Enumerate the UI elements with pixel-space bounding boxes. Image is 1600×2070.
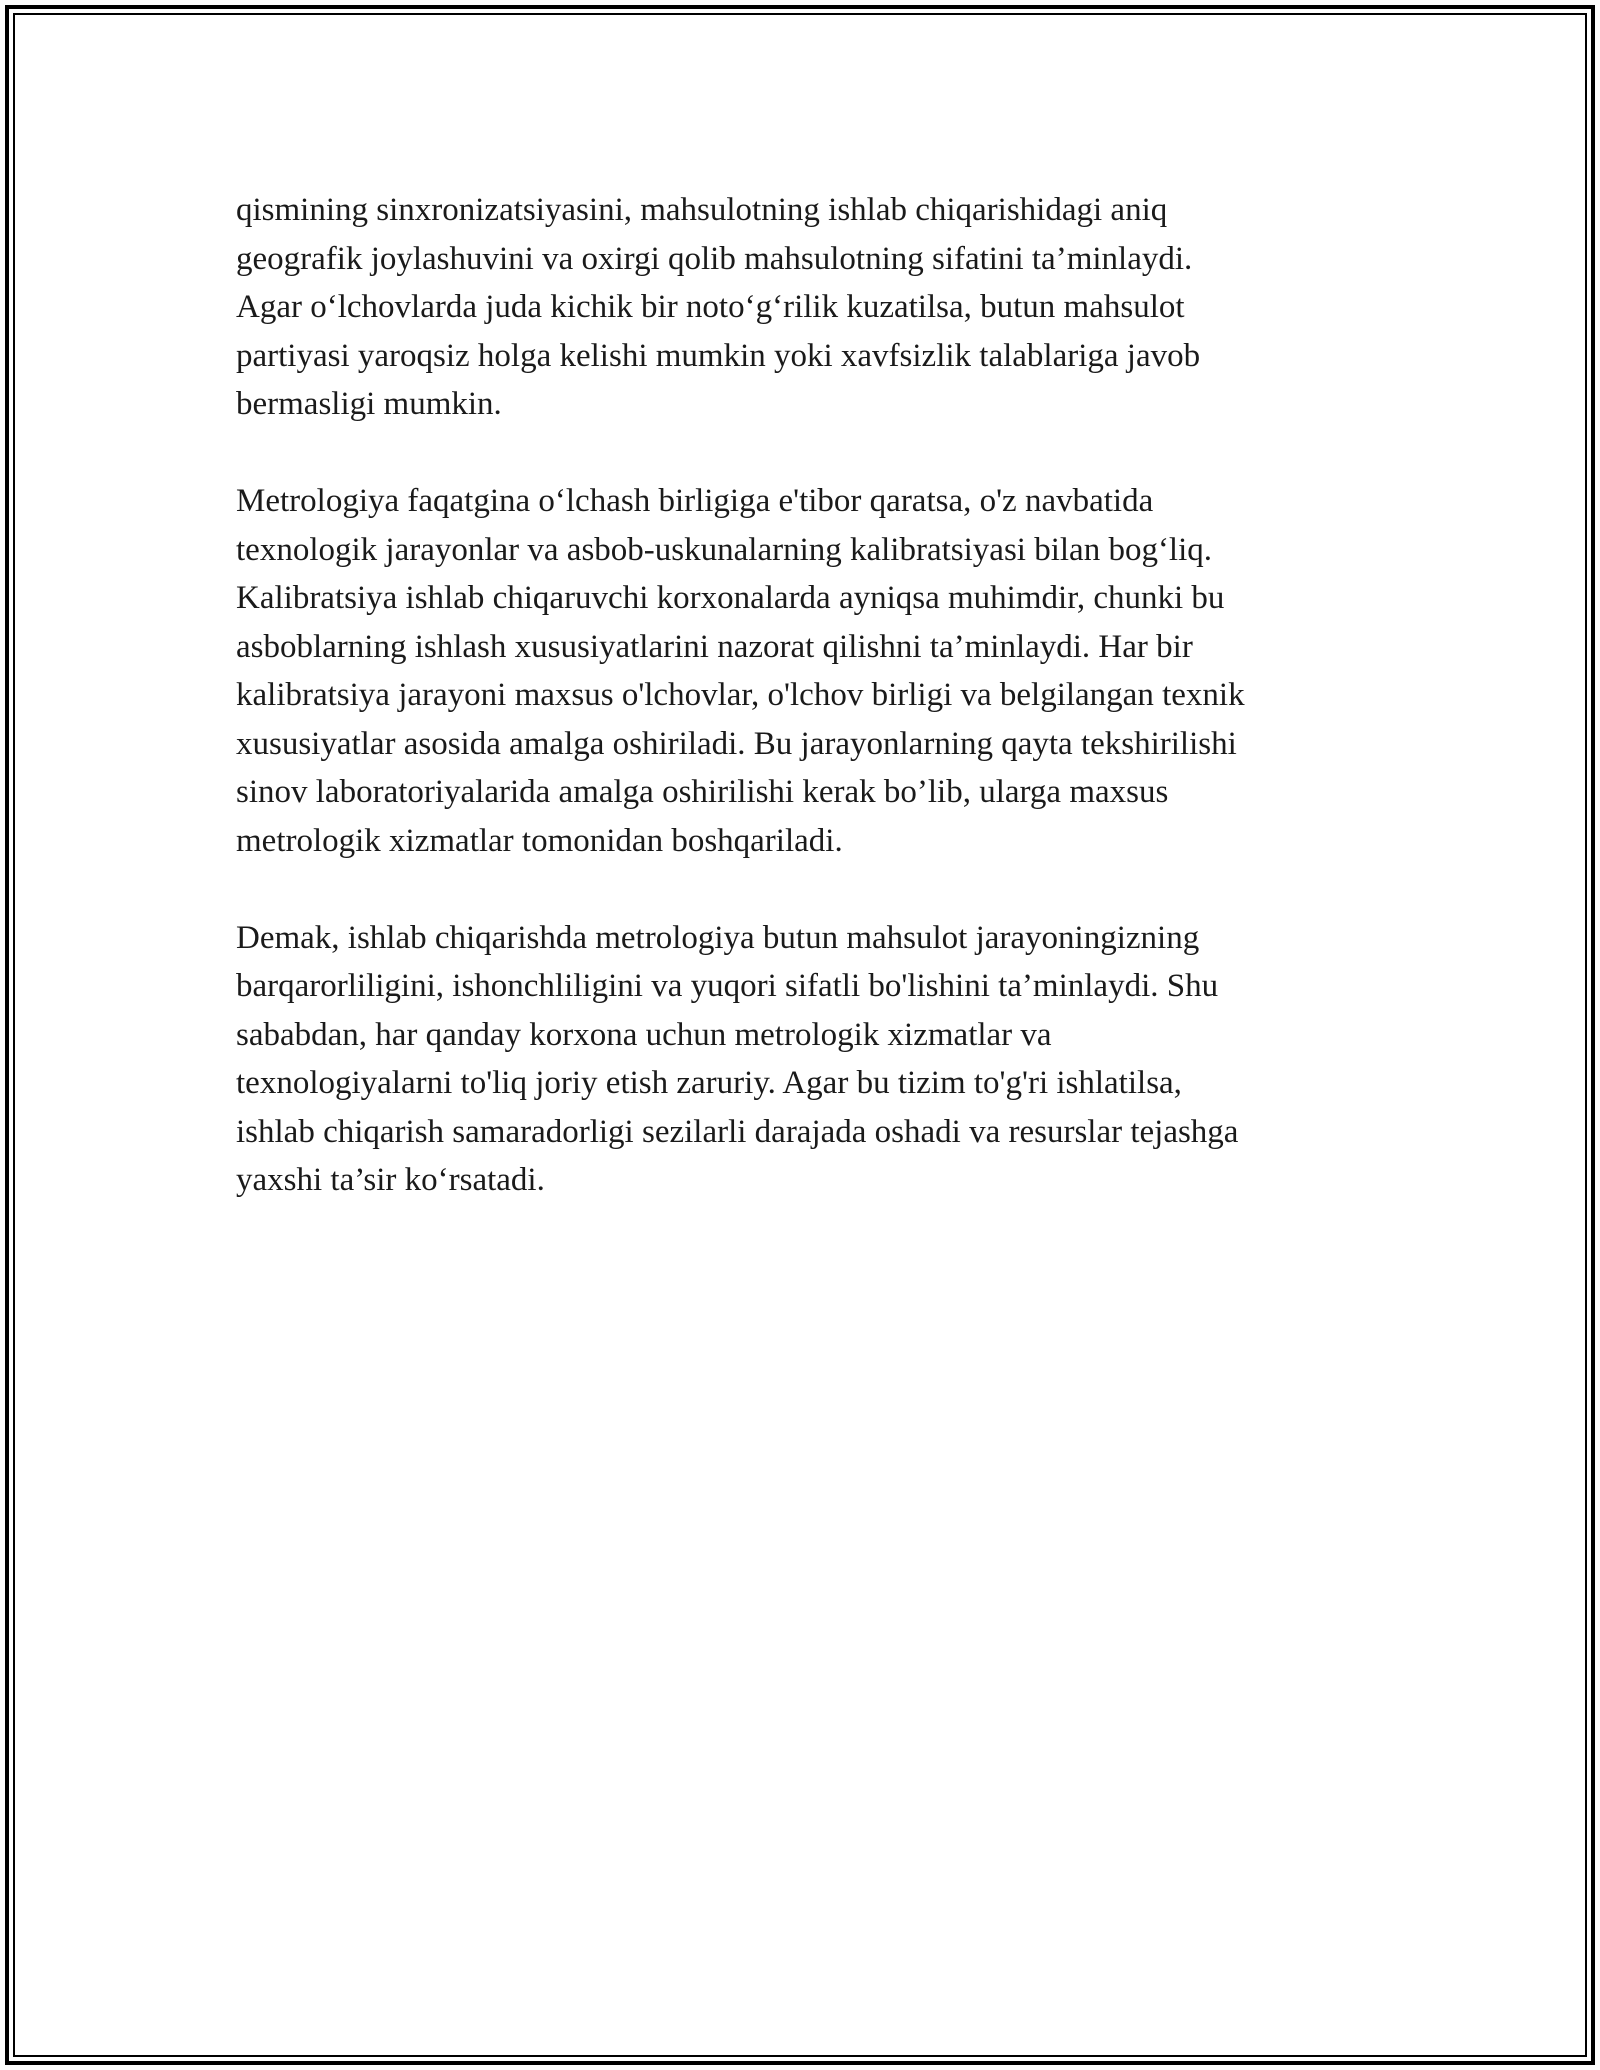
text-line: partiyasi yaroqsiz holga kelishi mumkin yoki xavfsizlik talablariga javob [236,337,1201,374]
text-line: qismining sinxronizatsiyasini, mahsulotning ishlab chiqarishidagi aniq [236,192,1168,228]
text-line: yaxshi ta’sir ko‘rsatadi. [236,1162,545,1198]
text-line: geografik joylashuvini va oxirgi qolib mahsulotning sifatini ta’minlaydi. [236,240,1193,277]
paragraph-1 [236,186,1366,429]
text-line: metrologik xizmatlar tomonidan boshqariladi. [236,822,843,859]
text-line: barqarorliligini, ishonchliligini va yuqori sifatli bo'lishini ta’minlaydi. Shu [236,968,1219,1004]
text-line: Kalibratsiya ishlab chiqaruvchi korxonalarda ayniqsa muhimdir, chunki bu [236,580,1225,616]
document-body [236,186,1366,1253]
text-line: ishlab chiqarish samaradorligi sezilarli darajada oshadi va resurslar tejashga [236,1113,1239,1150]
paragraph-3 [236,914,1366,1205]
paragraph-2 [236,477,1366,865]
text-line: asboblarning ishlash xususiyatlarini nazorat qilishni ta’minlaydi. Har bir [236,628,1193,665]
text-line: xususiyatlar asosida amalga oshiriladi. Bu jarayonlarning qayta tekshirilishi [236,725,1237,762]
text-line: kalibratsiya jarayoni maxsus o'lchovlar, o'lchov birligi va belgilangan texnik [236,677,1245,713]
text-line: bermasligi mumkin. [236,386,502,422]
text-line: Metrologiya faqatgina o‘lchash birligiga e'tibor qaratsa, o'z navbatida [236,483,1154,519]
text-line: texnologik jarayonlar va asbob-uskunalarning kalibratsiyasi bilan bog‘liq. [236,531,1213,568]
text-line: Agar o‘lchovlarda juda kichik bir noto‘g‘rilik kuzatilsa, butun mahsulot [236,289,1185,325]
text-line: sinov laboratoriyalarida amalga oshirilishi kerak bo’lib, ularga maxsus [236,774,1169,810]
text-line: texnologiyalarni to'liq joriy etish zaruriy. Agar bu tizim to'g'ri ishlatilsa, [236,1065,1182,1101]
text-line: Demak, ishlab chiqarishda metrologiya butun mahsulot jarayoningizning [236,919,1200,956]
text-line: sababdan, har qanday korxona uchun metrologik xizmatlar va [236,1016,1052,1053]
